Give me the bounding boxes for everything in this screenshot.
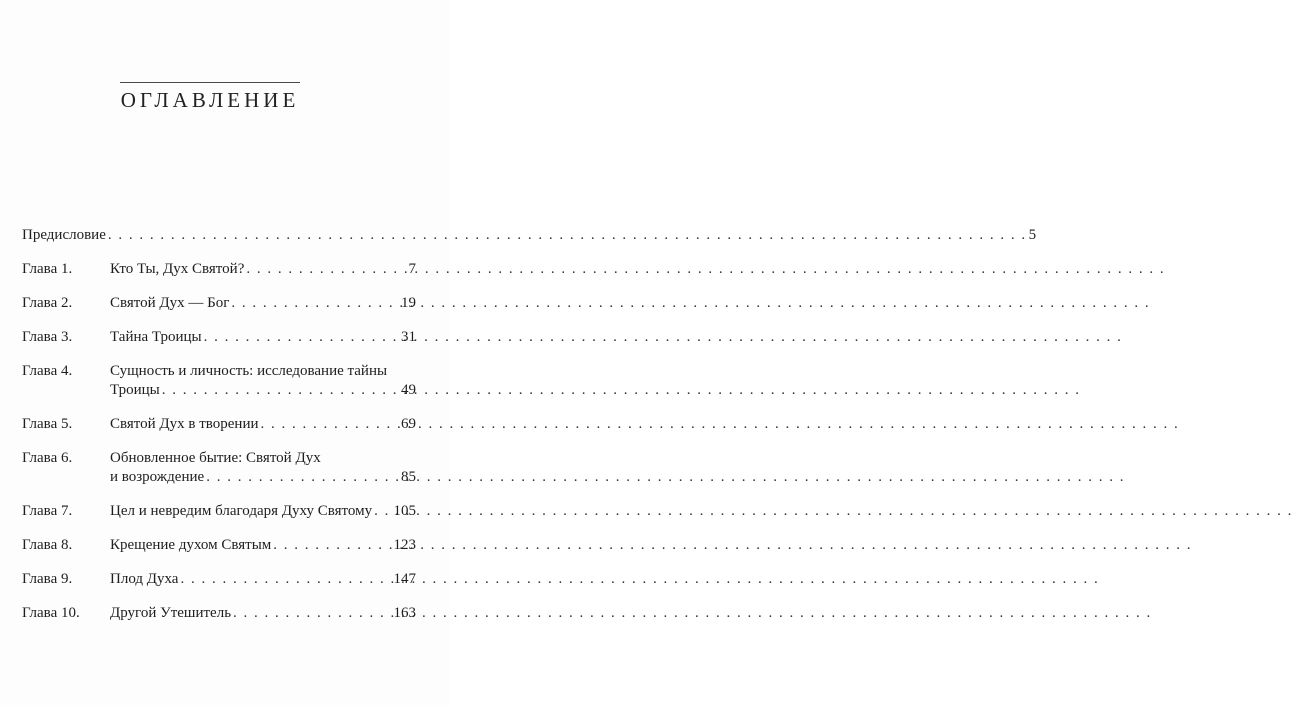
toc-entry-chapter-5[interactable] <box>22 415 416 434</box>
toc-entry-chapter-1[interactable] <box>22 260 416 279</box>
toc-entry-chapter-10[interactable] <box>22 604 416 623</box>
chapter-title: Другой Утешитель <box>110 605 232 621</box>
chapter-page-number: 105 <box>393 503 416 519</box>
chapter-page-number: 123 <box>393 537 416 553</box>
chapter-page-number: 7 <box>408 261 416 277</box>
chapter-label: Глава 5. <box>22 416 73 432</box>
chapter-content <box>110 536 416 555</box>
chapter-label: Глава 7. <box>22 503 73 519</box>
toc-entry-chapter-4[interactable] <box>22 362 416 400</box>
chapter-page-number: 69 <box>401 416 416 432</box>
chapter-content <box>110 294 416 313</box>
dot-leader <box>162 381 399 400</box>
chapter-page-number: 49 <box>401 382 416 398</box>
chapter-content <box>110 449 416 487</box>
chapter-title-line <box>110 468 416 487</box>
chapter-label: Глава 2. <box>22 295 73 311</box>
dot-leader <box>108 226 1027 245</box>
chapter-title: и возрождение <box>110 469 205 485</box>
dot-leader <box>206 468 399 487</box>
chapter-title: Святой Дух — Бог <box>110 295 230 311</box>
table-of-contents <box>22 226 1037 638</box>
toc-heading: ОГЛАВЛЕНИЕ <box>120 88 300 112</box>
chapter-title-line <box>110 415 416 434</box>
chapter-content <box>110 362 416 400</box>
dot-leader <box>246 260 406 279</box>
chapter-page-number: 19 <box>401 295 416 311</box>
dot-leader <box>233 604 391 623</box>
chapter-title-line <box>110 604 416 623</box>
dot-leader <box>180 570 391 589</box>
dot-leader <box>204 328 399 347</box>
chapter-content <box>110 570 416 589</box>
chapter-page-number: 147 <box>393 571 416 587</box>
toc-entry-preface[interactable] <box>22 226 1037 245</box>
chapter-label: Глава 4. <box>22 363 73 379</box>
toc-entry-title: Предисловие <box>22 227 106 243</box>
chapter-title-line <box>110 502 416 521</box>
toc-entry-chapter-2[interactable] <box>22 294 416 313</box>
chapter-page-number: 31 <box>401 329 416 345</box>
chapter-title: Кто Ты, Дух Святой? <box>110 261 245 277</box>
chapter-label: Глава 6. <box>22 450 73 466</box>
chapter-page-number: 163 <box>393 605 416 621</box>
chapter-content <box>110 502 416 521</box>
chapter-title-line <box>110 328 416 347</box>
chapter-title: Цел и невредим благодаря Духу Святому <box>110 503 373 519</box>
chapter-label: Глава 8. <box>22 537 73 553</box>
chapter-title-line <box>110 294 416 313</box>
dot-leader <box>273 536 391 555</box>
chapter-content <box>110 604 416 623</box>
chapter-content <box>110 328 416 347</box>
chapter-title: Троицы <box>110 382 160 398</box>
chapter-title: Обновленное бытие: Святой Дух <box>110 450 321 466</box>
chapter-title-line <box>110 362 416 381</box>
chapter-title: Плод Духа <box>110 571 179 587</box>
chapter-title-line <box>110 536 416 555</box>
chapter-title-line <box>110 260 416 279</box>
chapter-title-line <box>110 570 416 589</box>
chapter-title: Тайна Троицы <box>110 329 202 345</box>
chapter-page-number: 85 <box>401 469 416 485</box>
chapter-title: Святой Дух в творении <box>110 416 259 432</box>
toc-entry-chapter-7[interactable] <box>22 502 416 521</box>
chapter-list <box>22 260 416 623</box>
chapter-title: Крещение духом Святым <box>110 537 272 553</box>
chapter-content <box>110 415 416 434</box>
dot-leader <box>231 294 399 313</box>
toc-entry-chapter-3[interactable] <box>22 328 416 347</box>
dot-leader <box>261 415 399 434</box>
toc-entry-chapter-8[interactable] <box>22 536 416 555</box>
chapter-label: Глава 3. <box>22 329 73 345</box>
chapter-label: Глава 10. <box>22 605 80 621</box>
chapter-title: Сущность и личность: исследование тайны <box>110 363 388 379</box>
chapter-label: Глава 1. <box>22 261 73 277</box>
chapter-label: Глава 9. <box>22 571 73 587</box>
toc-entry-page: 5 <box>1028 227 1037 243</box>
dot-leader <box>374 502 391 521</box>
toc-entry-chapter-6[interactable] <box>22 449 416 487</box>
chapter-title-line <box>110 381 416 400</box>
chapter-title-line <box>110 449 416 468</box>
chapter-content <box>110 260 416 279</box>
toc-entry-chapter-9[interactable] <box>22 570 416 589</box>
header-rule <box>120 82 300 83</box>
